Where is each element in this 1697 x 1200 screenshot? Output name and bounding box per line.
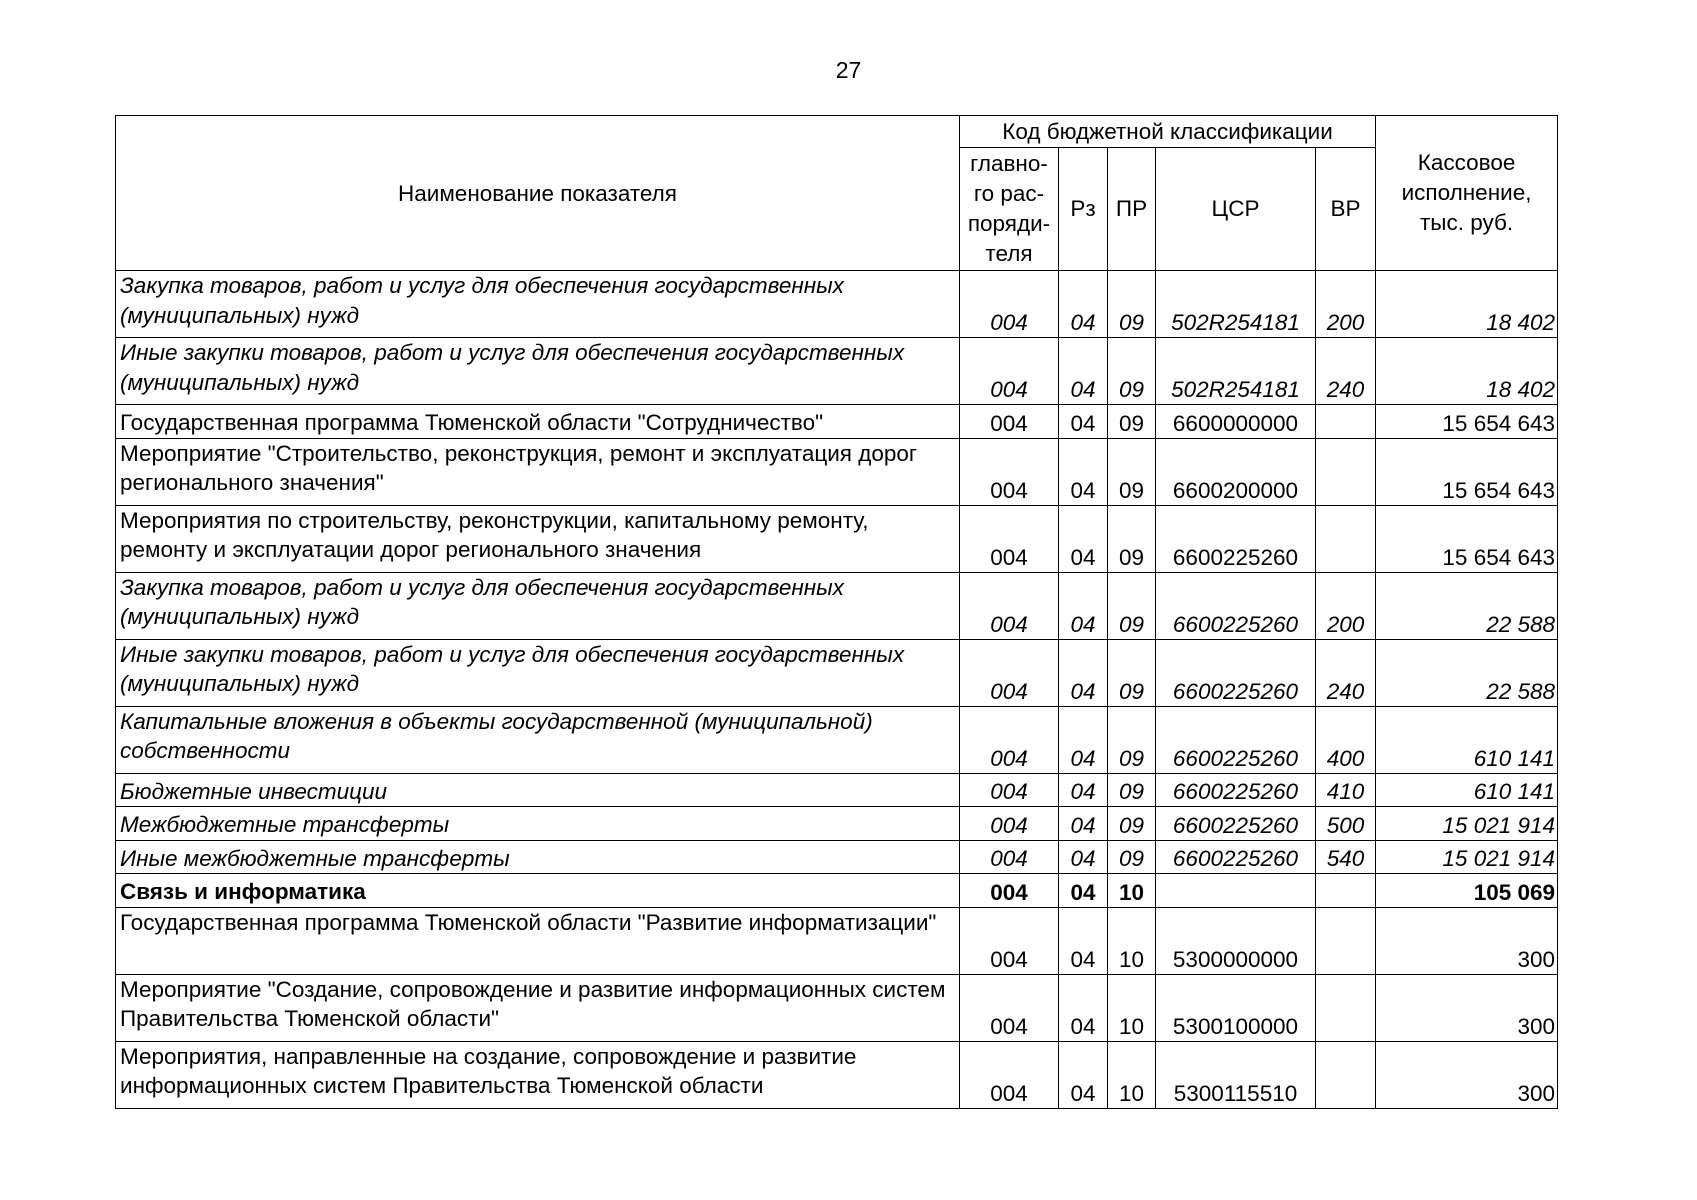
gr-header-line: поряди-	[967, 211, 1051, 236]
section-code-cell: 04	[1059, 438, 1108, 505]
chief-administrator-code-cell: 004	[960, 271, 1059, 338]
section-code-cell: 04	[1059, 773, 1108, 807]
table-row	[116, 639, 1558, 706]
table-row	[116, 271, 1558, 338]
subsection-code-cell: 09	[1108, 271, 1156, 338]
gr-header-line: теля	[985, 241, 1033, 266]
subsection-code-cell: 09	[1108, 639, 1156, 706]
cash-execution-cell: 15 654 643	[1376, 438, 1558, 505]
target-item-code-cell: 5300115510	[1156, 1041, 1316, 1108]
indicator-name-cell: Государственная программа Тюменской области "Развитие информатизации"	[116, 907, 960, 974]
chief-administrator-code-cell: 004	[960, 572, 1059, 639]
table-row	[116, 974, 1558, 1041]
column-header-pr: ПР	[1108, 148, 1156, 271]
target-item-code-cell	[1156, 874, 1316, 908]
indicator-name-cell: Связь и информатика	[116, 874, 960, 908]
expense-type-code-cell	[1316, 1041, 1376, 1108]
cash-execution-cell: 610 141	[1376, 773, 1558, 807]
chief-administrator-code-cell: 004	[960, 438, 1059, 505]
expense-type-code-cell: 200	[1316, 572, 1376, 639]
total-header-line: тыс. руб.	[1419, 210, 1514, 235]
indicator-name-cell: Бюджетные инвестиции	[116, 773, 960, 807]
table-row	[116, 840, 1558, 874]
column-header-rz: Рз	[1059, 148, 1108, 271]
expense-type-code-cell	[1316, 505, 1376, 572]
indicator-name-cell: Иные закупки товаров, работ и услуг для обеспечения государственных (муниципальных) нужд	[116, 338, 960, 405]
subsection-code-cell: 09	[1108, 405, 1156, 439]
section-code-cell: 04	[1059, 807, 1108, 841]
total-header-line: Кассовое	[1417, 150, 1516, 175]
gr-header-line: главно-	[970, 151, 1048, 176]
target-item-code-cell: 6600225260	[1156, 706, 1316, 773]
target-item-code-cell: 5300100000	[1156, 974, 1316, 1041]
subsection-code-cell: 10	[1108, 874, 1156, 908]
expense-type-code-cell	[1316, 405, 1376, 439]
indicator-name-cell: Закупка товаров, работ и услуг для обеспечения государственных (муниципальных) нужд	[116, 572, 960, 639]
section-code-cell: 04	[1059, 505, 1108, 572]
expense-type-code-cell: 410	[1316, 773, 1376, 807]
subsection-code-cell: 09	[1108, 338, 1156, 405]
subsection-code-cell: 09	[1108, 572, 1156, 639]
indicator-name-cell: Закупка товаров, работ и услуг для обеспечения государственных (муниципальных) нужд	[116, 271, 960, 338]
indicator-name-cell: Мероприятие "Создание, сопровождение и развитие информационных систем Правительства Тюменской области"	[116, 974, 960, 1041]
section-code-cell: 04	[1059, 639, 1108, 706]
section-code-cell: 04	[1059, 840, 1108, 874]
indicator-name-cell: Межбюджетные трансферты	[116, 807, 960, 841]
subsection-code-cell: 09	[1108, 807, 1156, 841]
page-number: 27	[835, 57, 862, 83]
expense-type-code-cell: 240	[1316, 338, 1376, 405]
target-item-code-cell: 6600000000	[1156, 405, 1316, 439]
table-row	[116, 338, 1558, 405]
cash-execution-cell: 18 402	[1376, 271, 1558, 338]
indicator-name-cell: Государственная программа Тюменской области "Сотрудничество"	[116, 405, 960, 439]
cash-execution-cell: 22 588	[1376, 639, 1558, 706]
section-code-cell: 04	[1059, 907, 1108, 974]
chief-administrator-code-cell: 004	[960, 338, 1059, 405]
column-header-code-group: Код бюджетной классификации	[960, 116, 1376, 148]
indicator-name-cell: Мероприятия, направленные на создание, сопровождение и развитие информационных систем Правительства Тюменской области	[116, 1041, 960, 1108]
cash-execution-cell: 300	[1376, 907, 1558, 974]
indicator-name-cell: Мероприятие "Строительство, реконструкция, ремонт и эксплуатация дорог регионального значения"	[116, 438, 960, 505]
target-item-code-cell: 6600225260	[1156, 505, 1316, 572]
expense-type-code-cell	[1316, 874, 1376, 908]
table-row	[116, 405, 1558, 439]
column-header-total	[1376, 116, 1558, 271]
expense-type-code-cell: 400	[1316, 706, 1376, 773]
header-row-top	[116, 116, 1558, 148]
cash-execution-cell: 15 021 914	[1376, 807, 1558, 841]
target-item-code-cell: 6600225260	[1156, 639, 1316, 706]
chief-administrator-code-cell: 004	[960, 907, 1059, 974]
cash-execution-cell: 18 402	[1376, 338, 1558, 405]
subsection-code-cell: 09	[1108, 438, 1156, 505]
table-row	[116, 438, 1558, 505]
cash-execution-cell: 105 069	[1376, 874, 1558, 908]
cash-execution-cell: 300	[1376, 1041, 1558, 1108]
target-item-code-cell: 6600225260	[1156, 572, 1316, 639]
subsection-code-cell: 09	[1108, 706, 1156, 773]
indicator-name-cell: Иные закупки товаров, работ и услуг для обеспечения государственных (муниципальных) нужд	[116, 639, 960, 706]
total-header-line: исполнение,	[1401, 180, 1532, 205]
indicator-name-cell: Капитальные вложения в объекты государственной (муниципальной) собственности	[116, 706, 960, 773]
chief-administrator-code-cell: 004	[960, 807, 1059, 841]
expense-type-code-cell	[1316, 907, 1376, 974]
cash-execution-cell: 610 141	[1376, 706, 1558, 773]
chief-administrator-code-cell: 004	[960, 773, 1059, 807]
section-code-cell: 04	[1059, 338, 1108, 405]
cash-execution-cell: 15 654 643	[1376, 505, 1558, 572]
target-item-code-cell: 502R254181	[1156, 271, 1316, 338]
section-code-cell: 04	[1059, 572, 1108, 639]
column-header-vr: ВР	[1316, 148, 1376, 271]
section-code-cell: 04	[1059, 271, 1108, 338]
chief-administrator-code-cell: 004	[960, 974, 1059, 1041]
indicator-name-cell: Мероприятия по строительству, реконструкции, капитальному ремонту, ремонту и эксплуатации дорог регионального значения	[116, 505, 960, 572]
cash-execution-cell: 22 588	[1376, 572, 1558, 639]
subsection-code-cell: 10	[1108, 1041, 1156, 1108]
section-code-cell: 04	[1059, 1041, 1108, 1108]
expense-type-code-cell	[1316, 974, 1376, 1041]
expense-type-code-cell: 200	[1316, 271, 1376, 338]
cash-execution-cell: 300	[1376, 974, 1558, 1041]
expense-type-code-cell: 500	[1316, 807, 1376, 841]
table-row	[116, 1041, 1558, 1108]
target-item-code-cell: 5300000000	[1156, 907, 1316, 974]
chief-administrator-code-cell: 004	[960, 1041, 1059, 1108]
section-code-cell: 04	[1059, 974, 1108, 1041]
column-header-name: Наименование показателя	[116, 116, 960, 271]
subsection-code-cell: 09	[1108, 773, 1156, 807]
cash-execution-cell: 15 654 643	[1376, 405, 1558, 439]
target-item-code-cell: 6600225260	[1156, 807, 1316, 841]
section-code-cell: 04	[1059, 874, 1108, 908]
gr-header-line: го рас-	[973, 181, 1045, 206]
table-row	[116, 874, 1558, 908]
chief-administrator-code-cell: 004	[960, 505, 1059, 572]
table-row	[116, 572, 1558, 639]
expense-type-code-cell: 540	[1316, 840, 1376, 874]
table-row	[116, 773, 1558, 807]
chief-administrator-code-cell: 004	[960, 706, 1059, 773]
chief-administrator-code-cell: 004	[960, 405, 1059, 439]
table-row	[116, 706, 1558, 773]
target-item-code-cell: 502R254181	[1156, 338, 1316, 405]
indicator-name-cell: Иные межбюджетные трансферты	[116, 840, 960, 874]
cash-execution-cell: 15 021 914	[1376, 840, 1558, 874]
table-body	[116, 271, 1558, 1109]
table-row	[116, 907, 1558, 974]
target-item-code-cell: 6600225260	[1156, 840, 1316, 874]
budget-execution-table	[115, 115, 1558, 1109]
table-row	[116, 807, 1558, 841]
expense-type-code-cell	[1316, 438, 1376, 505]
expense-type-code-cell: 240	[1316, 639, 1376, 706]
chief-administrator-code-cell: 004	[960, 639, 1059, 706]
subsection-code-cell: 09	[1108, 840, 1156, 874]
chief-administrator-code-cell: 004	[960, 840, 1059, 874]
subsection-code-cell: 09	[1108, 505, 1156, 572]
subsection-code-cell: 10	[1108, 907, 1156, 974]
column-header-chief-administrator	[960, 148, 1059, 271]
subsection-code-cell: 10	[1108, 974, 1156, 1041]
chief-administrator-code-cell: 004	[960, 874, 1059, 908]
section-code-cell: 04	[1059, 405, 1108, 439]
section-code-cell: 04	[1059, 706, 1108, 773]
target-item-code-cell: 6600200000	[1156, 438, 1316, 505]
column-header-csr: ЦСР	[1156, 148, 1316, 271]
table-row	[116, 505, 1558, 572]
target-item-code-cell: 6600225260	[1156, 773, 1316, 807]
